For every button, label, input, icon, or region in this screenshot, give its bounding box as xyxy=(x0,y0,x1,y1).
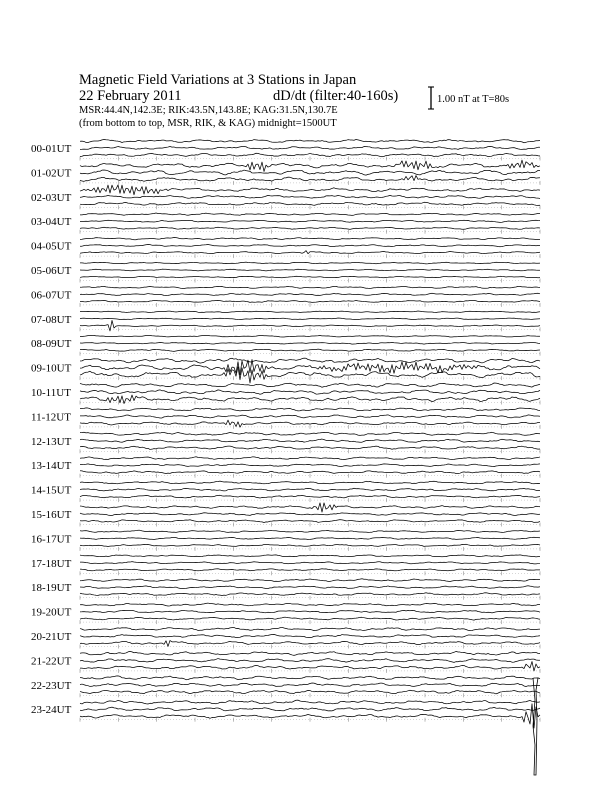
trace-rik xyxy=(80,293,540,295)
hour-label: 19-20UT xyxy=(31,606,72,619)
hour-label: 20-21UT xyxy=(31,631,72,643)
trace-rik xyxy=(80,359,540,374)
hour-label: 12-13UT xyxy=(31,435,72,448)
trace-msr xyxy=(80,202,540,205)
trace-msr xyxy=(80,471,540,474)
trace-msr xyxy=(80,300,540,302)
trace-kag xyxy=(80,627,540,630)
trace-kag xyxy=(80,481,540,484)
trace-msr xyxy=(80,704,540,728)
trace-msr xyxy=(80,367,540,383)
trace-rik xyxy=(80,488,540,491)
hour-label: 01-02UT xyxy=(31,167,72,180)
trace-msr xyxy=(80,495,540,498)
trace-rik xyxy=(80,269,540,271)
trace-rik xyxy=(80,342,540,344)
trace-msr xyxy=(80,593,540,596)
trace-rik xyxy=(80,562,540,564)
trace-kag xyxy=(80,383,540,387)
trace-rik xyxy=(80,146,540,149)
hour-label: 09-10UT xyxy=(31,362,72,375)
trace-kag xyxy=(80,603,540,606)
data-type-label: dD/dt (filter:40-160s) xyxy=(273,88,399,104)
station-coordinates: MSR:44.4N,142.3E; RIK:43.5N,143.8E; KAG:31.5N,130.7E xyxy=(79,105,338,116)
hour-label: 06-07UT xyxy=(31,289,72,302)
hour-label: 22-23UT xyxy=(31,679,72,692)
trace-kag xyxy=(80,185,540,195)
trace-kag xyxy=(80,160,540,171)
trace-rik xyxy=(80,634,540,637)
trace-kag xyxy=(80,700,540,704)
hour-label: 08-09UT xyxy=(31,338,72,351)
trace-rik xyxy=(80,415,540,418)
hour-label: 15-16UT xyxy=(31,509,72,521)
trace-kag xyxy=(80,530,540,532)
trace-msr xyxy=(80,349,540,351)
trace-rik xyxy=(80,318,540,320)
trace-kag xyxy=(80,213,540,215)
trace-rik xyxy=(80,244,540,246)
trace-msr xyxy=(80,251,540,254)
hour-label: 23-24UT xyxy=(31,704,72,717)
chart-date: 22 February 2011 xyxy=(79,88,182,104)
trace-kag xyxy=(80,358,540,363)
trace-rik xyxy=(80,439,540,442)
trace-rik xyxy=(80,220,540,222)
trace-order-note: (from bottom to top, MSR, RIK, & KAG) midnight=1500UT xyxy=(79,118,337,129)
hour-label: 17-18UT xyxy=(31,557,72,570)
hour-label: 05-06UT xyxy=(31,265,72,277)
trace-kag xyxy=(80,432,540,435)
trace-kag xyxy=(80,311,540,313)
trace-msr xyxy=(80,176,540,182)
trace-rik xyxy=(80,464,540,467)
scale-bar-label: 1.00 nT at T=80s xyxy=(437,94,510,105)
trace-kag xyxy=(80,262,540,264)
hour-label: 07-08UT xyxy=(31,313,72,326)
chart-title: Magnetic Field Variations at 3 Stations in Japan xyxy=(79,72,357,88)
hour-label: 18-19UT xyxy=(31,582,72,595)
trace-msr xyxy=(80,446,540,449)
hour-label: 02-03UT xyxy=(31,191,72,204)
hour-label: 16-17UT xyxy=(31,533,72,546)
hour-label: 13-14UT xyxy=(31,460,72,473)
trace-rik xyxy=(80,659,540,663)
trace-kag xyxy=(80,579,540,582)
trace-rik xyxy=(80,707,540,711)
trace-msr xyxy=(80,569,540,571)
trace-rik xyxy=(80,195,540,198)
trace-kag xyxy=(80,335,540,337)
trace-msr xyxy=(80,153,540,157)
hour-label: 11-12UT xyxy=(31,411,71,424)
trace-rik xyxy=(80,586,540,589)
trace-rik xyxy=(80,610,540,612)
trace-kag xyxy=(80,139,540,142)
hour-label: 10-11UT xyxy=(31,387,71,399)
trace-kag xyxy=(80,286,540,288)
trace-rik xyxy=(80,170,540,175)
trace-kag xyxy=(80,651,540,655)
trace-msr xyxy=(80,544,540,546)
hour-label: 21-22UT xyxy=(31,655,72,668)
hour-label: 14-15UT xyxy=(31,484,72,497)
trace-kag xyxy=(80,408,540,411)
trace-kag xyxy=(80,555,540,557)
trace-msr xyxy=(80,520,540,523)
trace-kag xyxy=(80,676,540,680)
trace-kag xyxy=(80,457,540,460)
hour-label: 00-01UT xyxy=(31,143,72,155)
hour-label: 04-05UT xyxy=(31,240,72,253)
trace-kag xyxy=(80,503,540,512)
trace-msr xyxy=(80,227,540,229)
trace-kag xyxy=(80,238,540,240)
trace-msr xyxy=(80,617,540,620)
trace-rik xyxy=(80,683,540,687)
trace-rik xyxy=(80,390,540,394)
trace-rik xyxy=(80,537,540,539)
trace-msr xyxy=(80,276,540,278)
trace-rik xyxy=(80,513,540,516)
hour-label: 03-04UT xyxy=(31,216,72,229)
